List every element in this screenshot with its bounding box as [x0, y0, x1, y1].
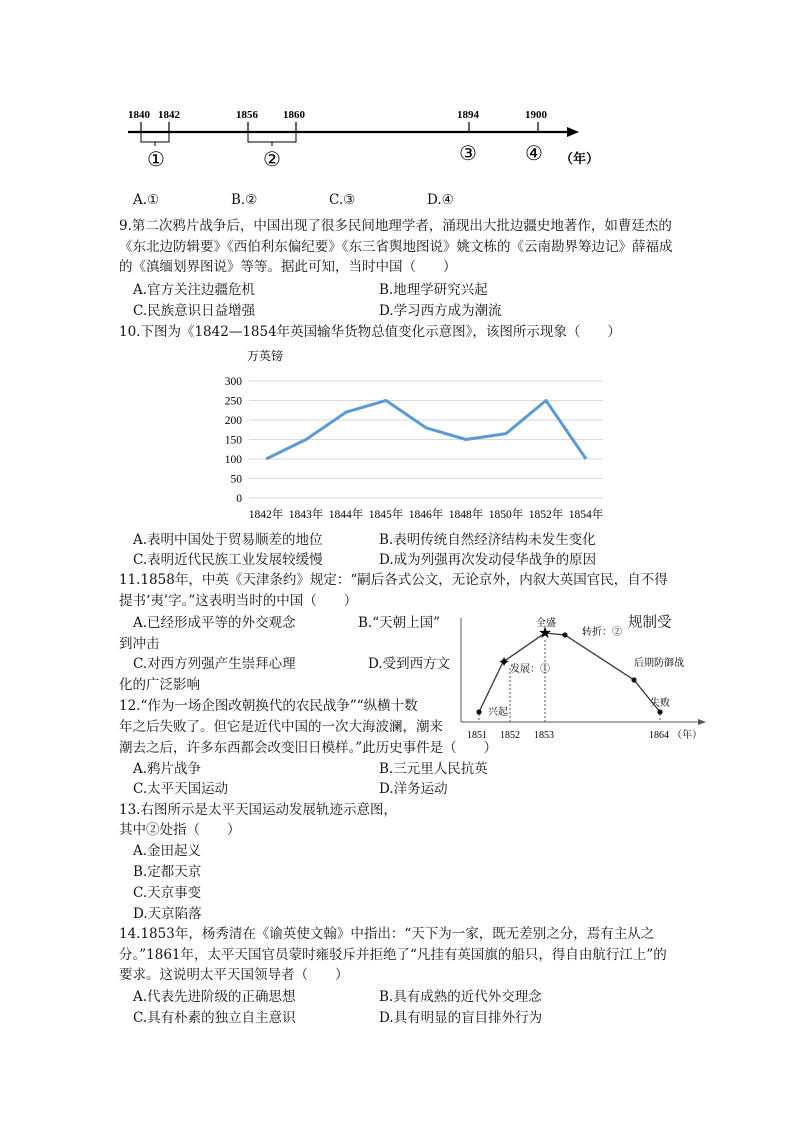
- star-development: ✦: [497, 655, 511, 671]
- y-tick-label: 300: [224, 376, 242, 388]
- y-tick-label: 100: [224, 454, 242, 466]
- x-tick: 1853: [534, 730, 554, 741]
- timeline-marker-1: ①: [147, 149, 165, 171]
- q8-option-d[interactable]: D.④: [427, 192, 454, 208]
- y-tick-label: 200: [224, 415, 242, 427]
- q12-stem: 12.“作为一场企图改朝换代的农民战争”“纵横十数: [119, 698, 418, 714]
- q10-stem: 10.下图为《1842—1854年英国输华货物总值变化示意图》，该图所示现象（ ）: [119, 324, 621, 340]
- q14-option-b[interactable]: B.具有成熟的近代外交理念: [379, 989, 542, 1005]
- timeline-diagram: [120, 100, 610, 180]
- q9-option-d[interactable]: D.学习西方成为潮流: [379, 303, 502, 319]
- point-failure: [657, 709, 662, 714]
- x-tick-label: 1852年: [528, 509, 564, 521]
- q13-stem: 其中②处指（ ）: [119, 822, 241, 838]
- q9-stem: 9.第二次鸦片战争后，中国出现了很多民间地理学者，涌现出大批边疆史地著作，如曹廷杰的《东北边防辑要》《西伯利东偏纪要》《东三省舆地图说》姚文栋的《云南勘界筹边记》薛福成的《滇缅划界图说》等等。据此可知，当时中国（ ）: [119, 218, 673, 275]
- x-tick-label: 1846年: [408, 509, 444, 521]
- x-tick-label: 1844年: [328, 509, 364, 521]
- q10-option-a[interactable]: A.表明中国处于贸易顺差的地位: [133, 532, 323, 548]
- q11-option-a[interactable]: A.已经形成平等的外交观念: [133, 615, 296, 631]
- q8-option-a[interactable]: A.①: [133, 192, 160, 208]
- q10-option-c[interactable]: C.表明近代民族工业发展较缓慢: [133, 552, 323, 568]
- trade-value-chart: [215, 342, 615, 524]
- x-tick-label: 1848年: [448, 509, 484, 521]
- y-axis-label: 万英镑: [247, 349, 284, 363]
- point-rise: [476, 709, 481, 714]
- x-tick: 1852: [500, 730, 520, 741]
- x-tick-label: 1854年: [568, 509, 604, 521]
- series-line: [266, 401, 586, 460]
- q13-option-c[interactable]: C.天京事变: [133, 885, 202, 901]
- y-tick-label: 150: [224, 434, 242, 447]
- label-late-defense: 后期防御战: [634, 658, 684, 669]
- q11-option-b[interactable]: B.“天朝上国”: [358, 615, 441, 631]
- x-tick: 1851: [467, 730, 487, 741]
- q11-option-d-continued: 化的广泛影响: [119, 677, 200, 693]
- y-tick-label: 0: [236, 493, 242, 505]
- q9-option-a[interactable]: A.官方关注边疆危机: [133, 282, 256, 298]
- q11-option-d[interactable]: D.受到西方文: [368, 656, 451, 672]
- q13-option-a[interactable]: A.金田起义: [133, 843, 202, 859]
- timeline-unit: （年）: [560, 151, 600, 166]
- q13-option-b[interactable]: B.定都天京: [133, 864, 202, 880]
- timeline-arrow: [567, 127, 579, 137]
- q11-option-b-continued: 到冲击: [119, 636, 160, 652]
- timeline-year: 1860: [283, 109, 305, 121]
- x-tick-label: 1850年: [488, 509, 524, 521]
- q14-stem: 14.1853年，杨秀清在《谕英使文翰》中指出：“天下为一家，既无差别之分，焉有主从之分。”1861年，太平天国官员蒙时雍驳斥并拒绝了“凡挂有英国旗的船只，得自由航行江上”的要求。这说明太平天国领导者（ ）: [119, 926, 667, 983]
- x-tick-label: 1845年: [368, 509, 404, 521]
- timeline-marker-4: ④: [525, 143, 543, 165]
- timeline-marker-3: ③: [459, 143, 477, 165]
- q12-option-c[interactable]: C.太平天国运动: [133, 781, 229, 797]
- timeline-year: 1856: [236, 109, 258, 121]
- diagram-x-arrow: [698, 719, 706, 725]
- q12-stem: 年之后失败了。但它是近代中国的一次大海波澜，潮来: [119, 719, 443, 735]
- q12-stem: 潮去之后，许多东西都会改变旧日模样。”此历史事件是（ ）: [119, 740, 498, 756]
- label-rise: 兴起: [488, 707, 508, 718]
- timeline-year: 1900: [525, 109, 547, 121]
- q8-option-b[interactable]: B.②: [231, 192, 258, 208]
- point-late-defense: [631, 677, 636, 682]
- q13-stem: 13.右图所示是太平天国运动发展轨迹示意图，: [119, 802, 397, 818]
- timeline-bracket-2: [248, 133, 296, 142]
- q9-option-c[interactable]: C.民族意识日益增强: [133, 303, 256, 319]
- label-development: 发展：①: [510, 664, 550, 675]
- timeline-marker-2: ②: [263, 149, 281, 171]
- label-peak: 全盛: [536, 618, 556, 629]
- q9-option-b[interactable]: B.地理学研究兴起: [379, 282, 488, 298]
- q12-option-a[interactable]: A.鸦片战争: [133, 761, 202, 777]
- q12-option-b[interactable]: B.三元里人民抗英: [379, 761, 488, 777]
- q12-option-d[interactable]: D.洋务运动: [379, 781, 448, 797]
- label-turning: 转折：②: [582, 627, 622, 638]
- point-turning: [562, 632, 567, 637]
- y-tick-label: 250: [224, 395, 242, 408]
- q14-option-c[interactable]: C.具有朴素的独立自主意识: [133, 1010, 296, 1026]
- timeline-bracket-1: [141, 133, 169, 142]
- q11-stem: 11.1858年，中英《天津条约》规定：“嗣后各式公文，无论京外，内叙大英国官民，自不得提书‘夷’字。”这表明当时的中国（ ）: [119, 572, 668, 609]
- y-tick-label: 50: [230, 473, 242, 486]
- q10-option-d[interactable]: D.成为列强再次发动侵华战争的原因: [379, 552, 597, 568]
- timeline-year: 1842: [158, 109, 180, 121]
- q14-option-d[interactable]: D.具有明显的盲目排外行为: [379, 1010, 543, 1026]
- q8-option-c[interactable]: C.③: [329, 192, 356, 208]
- q13-option-d[interactable]: D.天京陷落: [133, 906, 202, 922]
- x-tick-label: 1843年: [288, 509, 324, 521]
- x-unit: （年）: [672, 730, 702, 741]
- taiping-trajectory-diagram: [448, 614, 740, 742]
- x-tick-label: 1842年: [248, 509, 284, 521]
- q14-option-a[interactable]: A.代表先进阶级的正确思想: [133, 989, 296, 1005]
- q11-option-b-continued: 规制受: [628, 615, 672, 631]
- q11-option-c[interactable]: C.对西方列强产生崇拜心理: [133, 656, 296, 672]
- trajectory-line: [479, 633, 660, 712]
- x-tick: 1864: [649, 730, 669, 741]
- label-failure: 失败: [650, 698, 670, 709]
- star-peak: ★: [537, 625, 553, 642]
- timeline-year: 1894: [457, 109, 479, 121]
- q10-option-b[interactable]: B.表明传统自然经济结构未发生变化: [379, 532, 596, 548]
- timeline-year: 1840: [128, 109, 150, 121]
